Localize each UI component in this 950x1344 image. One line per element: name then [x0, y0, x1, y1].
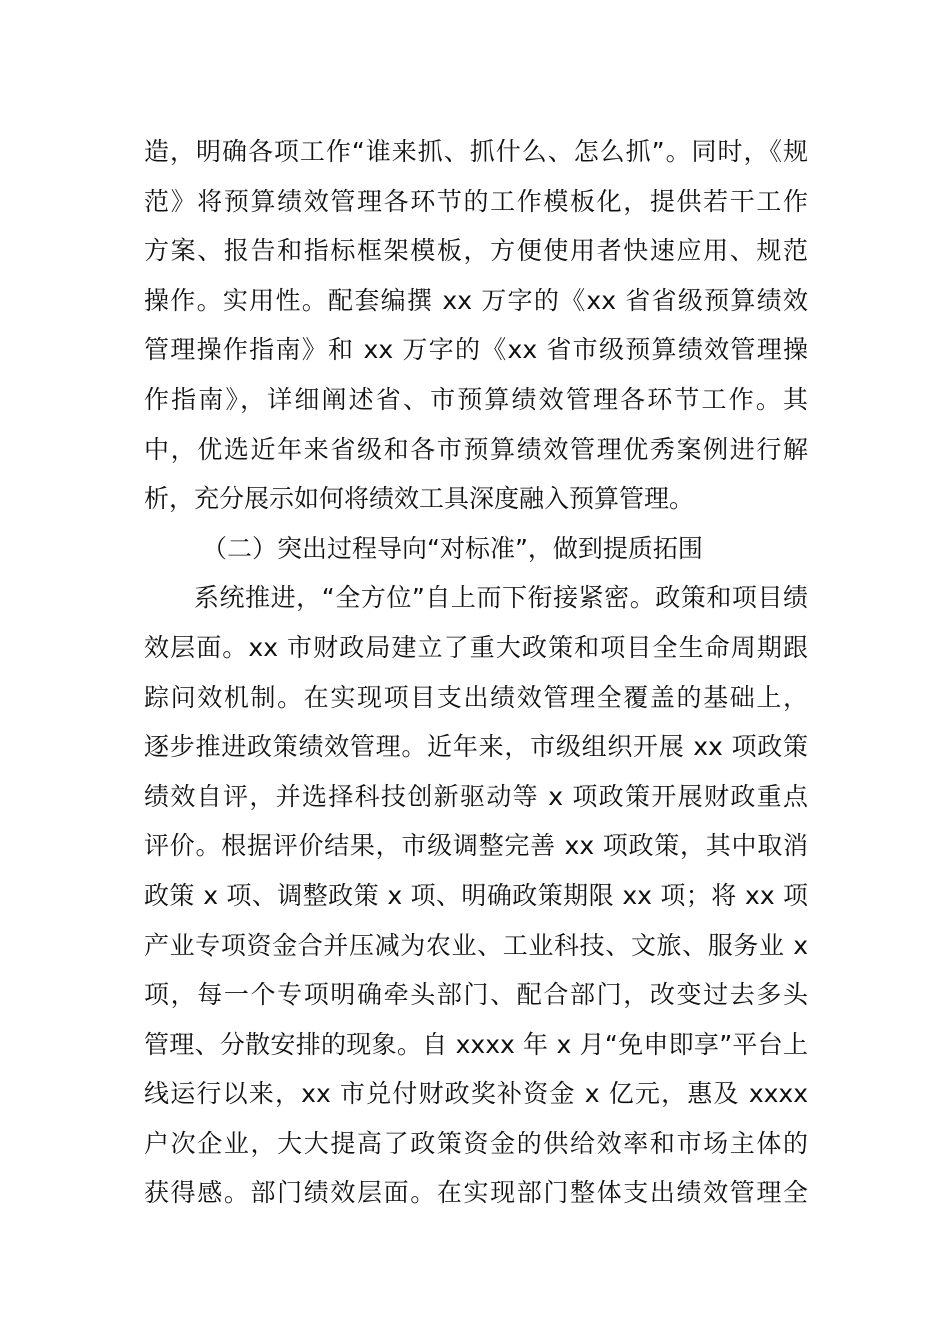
text-line: 管理操作指南》和 xx 万字的《xx 省市级预算绩效管理操 — [144, 335, 808, 365]
text-line: 获得感。部门绩效层面。在实现部门整体支出绩效管理全 — [144, 1178, 808, 1208]
text-line: 踪问效机制。在实现项目支出绩效管理全覆盖的基础上， — [144, 682, 808, 712]
text-line: 逐步推进政策绩效管理。近年来，市级组织开展 xx 项政策 — [144, 732, 808, 762]
text-line: 造，明确各项工作“谁来抓、抓什么、怎么抓”。同时，《规 — [144, 137, 808, 166]
section-heading: （二）突出过程导向“对标准”，做到提质拓围 — [202, 533, 703, 563]
text-line: 作指南》，详细阐述省、市预算绩效管理各环节工作。其 — [144, 384, 808, 414]
text-line: 范》将预算绩效管理各环节的工作模板化，提供若干工作 — [144, 186, 808, 216]
text-line: 绩效自评，并选择科技创新驱动等 x 项政策开展财政重点 — [144, 781, 808, 811]
text-line: 中，优选近年来省级和各市预算绩效管理优秀案例进行解 — [144, 434, 808, 464]
body-text — [144, 127, 808, 1218]
text-line: 评价。根据评价结果，市级调整完善 xx 项政策，其中取消 — [144, 831, 808, 861]
text-line: 管理、分散安排的现象。自 xxxx 年 x 月“免申即享”平台上 — [144, 1029, 808, 1059]
text-line: 方案、报告和指标框架模板，方便使用者快速应用、规范 — [144, 236, 808, 266]
text-line: 操作。实用性。配套编撰 xx 万字的《xx 省省级预算绩效 — [144, 285, 808, 315]
text-line: 户次企业，大大提高了政策资金的供给效率和市场主体的 — [144, 1128, 808, 1158]
paragraph-first-line: 系统推进，“全方位”自上而下衔接紧密。政策和项目绩 — [194, 583, 808, 613]
text-line: 项，每一个专项明确牵头部门、配合部门，改变过去多头 — [144, 980, 808, 1010]
text-line: 政策 x 项、调整政策 x 项、明确政策期限 xx 项；将 xx 项 — [144, 880, 808, 910]
text-line: 效层面。xx 市财政局建立了重大政策和项目全生命周期跟 — [144, 632, 808, 662]
text-line: 线运行以来，xx 市兑付财政奖补资金 x 亿元，惠及 xxxx — [144, 1079, 808, 1109]
text-line: 产业专项资金合并压减为农业、工业科技、文旅、服务业 x — [144, 930, 808, 960]
paragraph-end-line: 析，充分展示如何将绩效工具深度融入预算管理。 — [144, 484, 695, 514]
